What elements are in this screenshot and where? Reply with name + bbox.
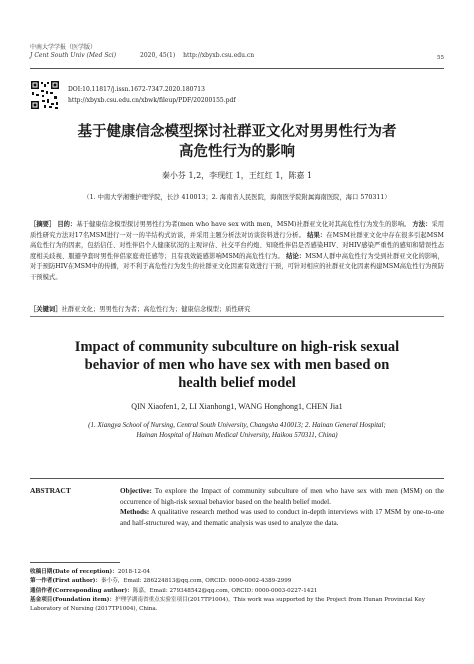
doi-block	[68, 84, 236, 106]
keywords-label-zh: ［关键词］	[30, 306, 62, 313]
foundation-label: 基金项目(Foundation item)：	[30, 596, 115, 603]
keywords-rule	[30, 316, 444, 317]
footnotes	[30, 568, 444, 614]
objective-en-para	[120, 486, 444, 507]
running-header-journal	[30, 44, 116, 60]
footnote-first-author	[30, 577, 444, 586]
results-label-zh: 结果：	[307, 231, 327, 239]
abstract-label-zh: ［摘要］	[30, 221, 56, 228]
title-zh	[0, 122, 474, 162]
received-label: 收稿日期(Date of reception)：	[30, 569, 118, 575]
affiliation-en-line2: Hainan Hospital of Hainan Medical University, Haikou 570311, China)	[136, 431, 338, 439]
conclusion-zh: MSM人群中高危性行为受到社群亚文化的影响，对于预防HIV在MSM中的传播，对不利于高危性行为发生的社群亚文化因素有效进行干预，可针对相应的社群亚文化因素构建MSM高危性行为预防干预模式。	[30, 252, 444, 281]
methods-label-zh: 方法：	[412, 221, 432, 228]
received-date: 2018-12-04	[117, 569, 151, 575]
methods-label-en: Methods:	[120, 508, 150, 517]
methods-en: A qualitative research method was used to conduct in-depth interviews with 17 MSM by one-to-one and half-structured way, and thematic analysis was used to analyze the data.	[120, 508, 445, 527]
corresponding-label: 通信作者(Corresponding author)：	[30, 587, 133, 594]
affiliation-en	[40, 420, 434, 440]
title-en	[0, 338, 474, 392]
abstract-label-en: ABSTRACT	[30, 486, 71, 495]
keywords-text-zh: 社群亚文化；男男性行为者；高危性行为；健康信念模型；质性研究	[61, 306, 251, 313]
journal-name-zh: 中南大学学报（医学版）	[30, 44, 97, 51]
objective-zh: 基于健康信念模型探讨男男性行为者(men who have sex with men，MSM)社群亚文化对其高危性行为发生的影响。	[76, 221, 411, 228]
footnote-corresponding	[30, 587, 444, 596]
corresponding-author: 陈嘉，Email: 279348542@qq.com, ORCID: 0000-0003-0227-1421	[132, 587, 318, 594]
title-en-line3: health belief model	[178, 375, 296, 391]
journal-url[interactable]: http://xbyxb.csu.edu.cn	[183, 52, 255, 59]
authors-zh: 秦小芬 1,2，李现红 1，王红红 1，陈嘉 1	[161, 171, 313, 180]
title-zh-line2: 高危性行为的影响	[179, 143, 295, 160]
objective-label-en: Objective:	[120, 487, 152, 495]
doi[interactable]: DOI:10.11817/j.issn.1672-7347.2020.180713	[68, 86, 205, 93]
conclusion-label-zh: 结论：	[286, 252, 306, 260]
affiliation-en-line1: (1. Xiangya School of Nursing, Central South University, Changsha 410013; 2. Hainan General Hospital;	[88, 421, 386, 429]
abstract-rule	[30, 478, 444, 479]
title-en-line2: behavior of men who have sex with men based on	[84, 357, 390, 373]
foundation-item: 护理学湖南省重点实验室项目(2017TP1004)。This work was supported by the Project from Hunan Provincial Key Laboratory of Nursing (2017TP1004), China.	[30, 596, 425, 613]
objective-label-zh: 目的：	[57, 221, 77, 228]
abstract-zh	[30, 220, 444, 283]
affiliation-zh: （1. 中南大学湘雅护理学院，长沙 410013；2. 海南省人民医院，海南医学院附属海南医院，海口 570311）	[83, 194, 391, 201]
issue: 2020, 45(1)	[140, 52, 176, 59]
abstract-en	[120, 486, 444, 528]
footnote-foundation	[30, 596, 444, 615]
title-en-line1: Impact of community subculture on high-risk sexual	[74, 339, 400, 355]
first-author-label: 第一作者(First author)：	[30, 578, 102, 585]
methods-en-para	[120, 507, 444, 528]
pdf-link[interactable]: http://xbyxb.csu.edu.cn/xbwk/fileup/PDF/20200155.pdf	[68, 97, 236, 104]
results-zh: 在MSM社群亚文化中存在很多引起MSM高危性行为的因素，包括信任、对性伴侣个人健康状况的主观评估、社交平台约炮、知晓性伴侣是否感染HIV、对HIV感染严重性的感知和错误性态度相关歧视、服避孕套时男性伴侣家庭责任感等；且有我效能感影响MSM的高危性行为。	[30, 231, 444, 260]
keywords-zh	[30, 304, 444, 313]
authors-en: QIN Xiaofen1, 2, LI Xianhong1, WANG Honghong1, CHEN Jia1	[131, 402, 343, 411]
first-author: 秦小芬，Email: 286224813@qq.com, ORCID: 0000-0002-4389-2999	[101, 578, 292, 585]
methods-zh: 采用质性研究方法对17名MSM进行一对一的半结构式访谈，并采用主题分析法对访谈资料进行分析。	[30, 221, 445, 239]
journal-name-en: J Cent South Univ (Med Sci)	[30, 52, 117, 59]
footnote-rule	[30, 562, 120, 563]
header-rule	[30, 68, 444, 69]
title-zh-line1: 基于健康信念模型探讨社群亚文化对男男性行为者	[77, 123, 397, 140]
page-number: 55	[437, 55, 444, 61]
footnote-received	[30, 568, 444, 577]
qr-code-icon	[30, 80, 60, 110]
objective-en: To explore the Impact of community subculture of men who have sex with men (MSM) on the occurrence of high-risk sexual behavior based on the health belief model.	[120, 487, 444, 506]
running-header-issue	[140, 52, 254, 59]
